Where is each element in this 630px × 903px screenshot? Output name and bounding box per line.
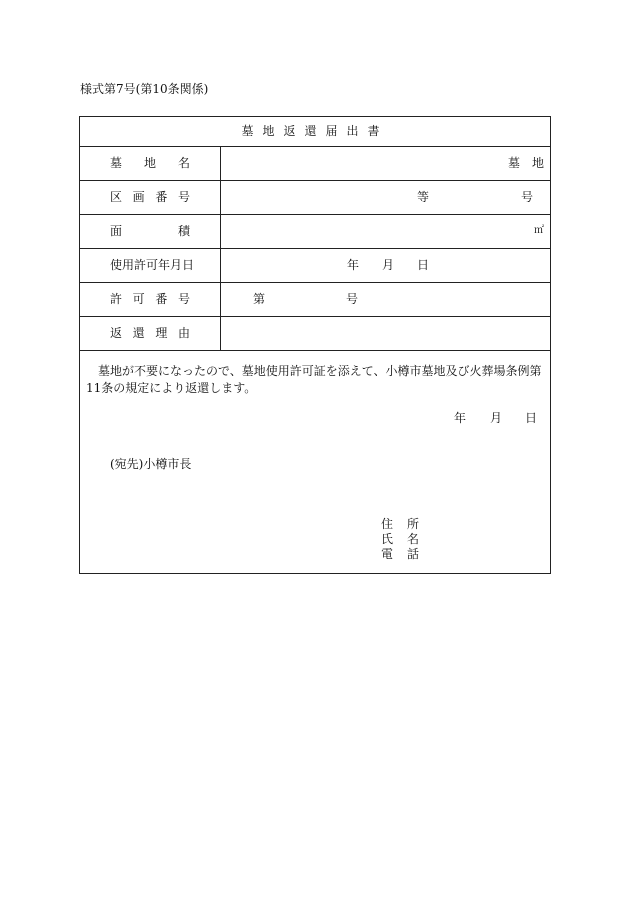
cemetery-return-form	[79, 116, 551, 574]
declaration-text: 墓地が不要になったので、墓地使用許可証を添えて、小樽市墓地及び火葬場条例第11条の規定により返還します。	[86, 364, 542, 395]
row-permit-date	[80, 248, 550, 283]
label-char: 還	[132, 326, 145, 340]
label-char: 話	[406, 547, 419, 561]
permit-suffix: 号	[346, 292, 359, 306]
label-char: 画	[132, 190, 145, 204]
label-char: 氏	[381, 532, 394, 546]
label-char: 理	[155, 326, 168, 340]
permit-date-field[interactable]	[222, 248, 550, 282]
cemetery-name-field[interactable]	[222, 146, 550, 180]
submission-month: 月	[490, 411, 503, 425]
permit-number-label	[80, 282, 221, 316]
return-reason-label	[80, 316, 221, 350]
label-char: 返	[110, 326, 123, 340]
label-char: 面	[110, 224, 123, 238]
label-char: 可	[132, 292, 145, 306]
label-char: 積	[177, 224, 190, 238]
label-char: 由	[177, 326, 190, 340]
label-char: 号	[177, 190, 190, 204]
label-char: 号	[177, 292, 190, 306]
month-unit: 月	[382, 258, 395, 272]
row-plot-number	[80, 180, 550, 215]
permit-number-field[interactable]	[222, 282, 550, 316]
day-unit: 日	[417, 258, 430, 272]
submission-day: 日	[525, 411, 538, 425]
label-char: 名	[177, 156, 190, 170]
row-permit-number	[80, 282, 550, 317]
area-unit: ㎡	[534, 225, 544, 236]
label-char: 番	[155, 292, 168, 306]
row-area	[80, 214, 550, 249]
form-number-label: 様式第7号(第10条関係)	[80, 82, 209, 96]
row-return-reason	[80, 316, 550, 351]
row-cemetery-name	[80, 146, 550, 181]
area-field[interactable]	[222, 214, 550, 248]
permit-date-label	[80, 248, 221, 282]
cemetery-name-label	[80, 146, 221, 180]
permit-prefix: 第	[253, 292, 266, 306]
label-char: 所	[406, 517, 419, 531]
label-char: 住	[381, 517, 394, 531]
return-reason-field[interactable]	[222, 316, 550, 350]
year-unit: 年	[347, 258, 360, 272]
label-char: 区	[110, 190, 123, 204]
applicant-phone-label	[381, 545, 419, 562]
label-text: 使用許可年月日	[110, 258, 195, 272]
area-label	[80, 214, 221, 248]
plot-number-label	[80, 180, 221, 214]
cemetery-suffix: 墓 地	[507, 156, 544, 170]
label-char: 墓	[110, 156, 123, 170]
form-title: 墓地返還届出書	[80, 117, 550, 147]
number-unit: 号	[520, 190, 533, 204]
label-char: 名	[406, 532, 419, 546]
label-char: 地	[143, 156, 156, 170]
grade-unit: 等	[417, 190, 430, 204]
label-char: 番	[155, 190, 168, 204]
label-char: 許	[110, 292, 123, 306]
submission-year: 年	[454, 411, 467, 425]
plot-number-field[interactable]	[222, 180, 550, 214]
label-char: 電	[381, 547, 394, 561]
addressee: (宛先)小樽市長	[110, 457, 192, 471]
